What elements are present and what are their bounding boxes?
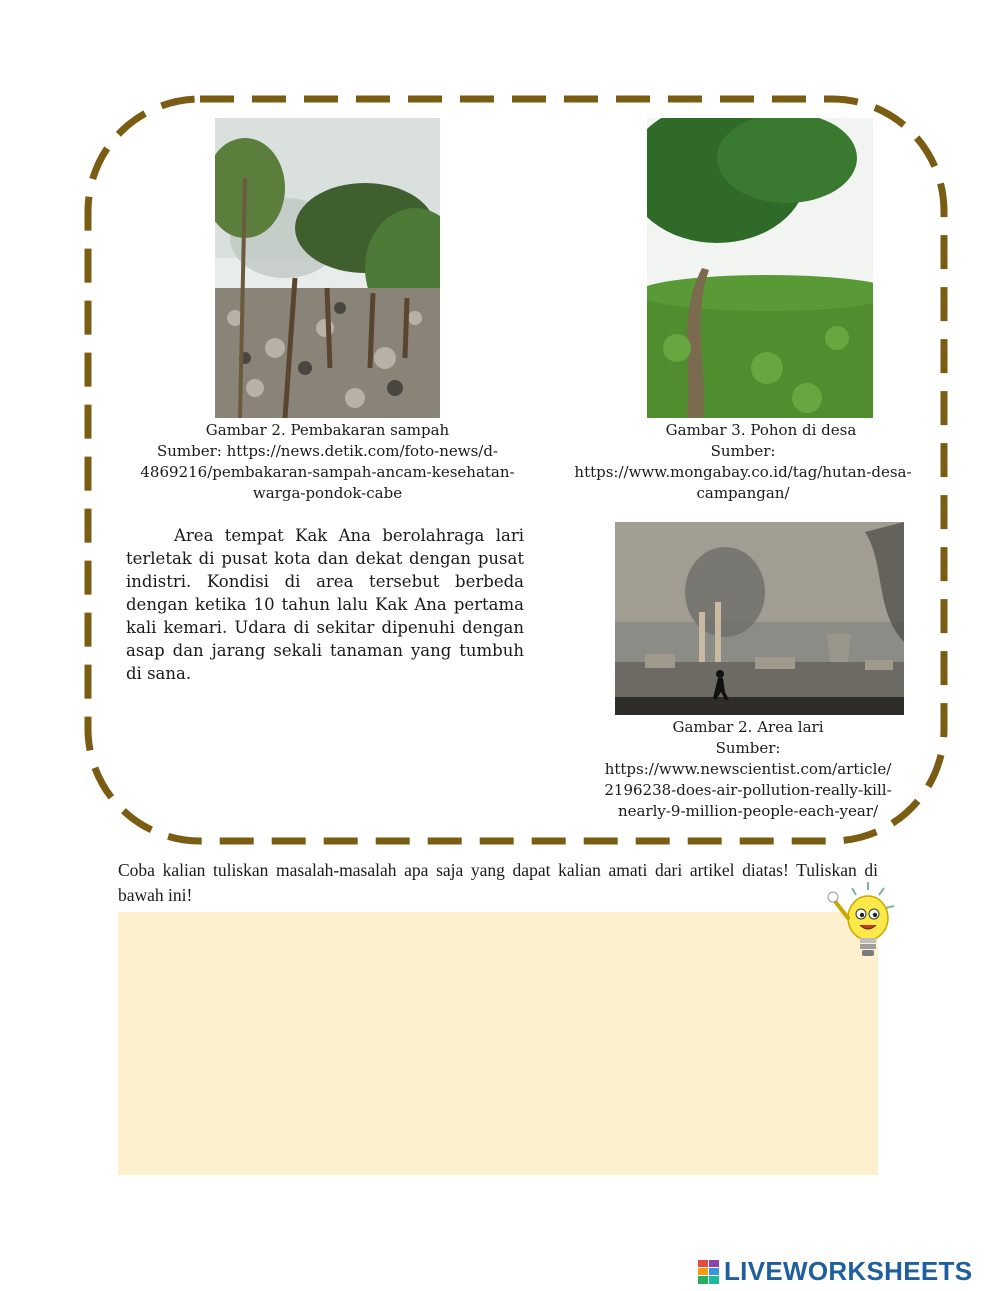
caption-figure-village-tree (556, 420, 930, 504)
caption-source-line: warga-pondok-cabe (252, 484, 403, 502)
caption-title: Gambar 2. Area lari (672, 718, 824, 736)
question-prompt: Coba kalian tuliskan masalah-masalah apa saja yang dapat kalian amati dari artikel diatas! Tuliskan di bawah ini! (118, 860, 878, 905)
lightbulb-mascot-icon (824, 878, 896, 966)
caption-title: Gambar 2. Pembakaran sampah (205, 421, 450, 439)
answer-input[interactable] (118, 912, 878, 1175)
caption-source-line: 2196238-does-air-pollution-really-kill- (604, 781, 892, 799)
caption-source-line: 4869216/pembakaran-sampah-ancam-kesehatan- (140, 463, 515, 481)
article-paragraph: Area tempat Kak Ana berolahraga lari terletak di pusat kota dan dekat dengan pusat indistri. Kondisi di area tersebut berbeda dengan ketika 10 tahun lalu Kak Ana pertama kali kemari. Udara di sekitar dipenuhi dengan asap dan jarang sekali tanaman yang tumbuh di sana. (126, 526, 524, 683)
caption-figure-burning-trash (120, 420, 535, 504)
caption-source-line: nearly-9-million-people-each-year/ (617, 802, 879, 820)
caption-source-line: https://www.mongabay.co.id/tag/hutan-desa- (574, 463, 912, 481)
photo-running-area (615, 522, 904, 715)
photo-burning-trash (215, 118, 440, 418)
caption-title: Gambar 3. Pohon di desa (665, 421, 857, 439)
caption-source-line: https://www.newscientist.com/article/ (604, 760, 892, 778)
liveworksheets-logo-text: LIVEWORKSHEETS (724, 1256, 973, 1286)
caption-source-line: Sumber: https://news.detik.com/foto-news/d- (156, 442, 499, 460)
caption-source-line: Sumber: (715, 739, 781, 757)
liveworksheets-logo-icon (698, 1260, 720, 1284)
caption-source-line: campangan/ (696, 484, 790, 502)
caption-figure-running-area (580, 717, 916, 822)
liveworksheets-logo (698, 1256, 972, 1287)
caption-source-line: Sumber: (710, 442, 776, 460)
photo-village-tree (647, 118, 873, 418)
